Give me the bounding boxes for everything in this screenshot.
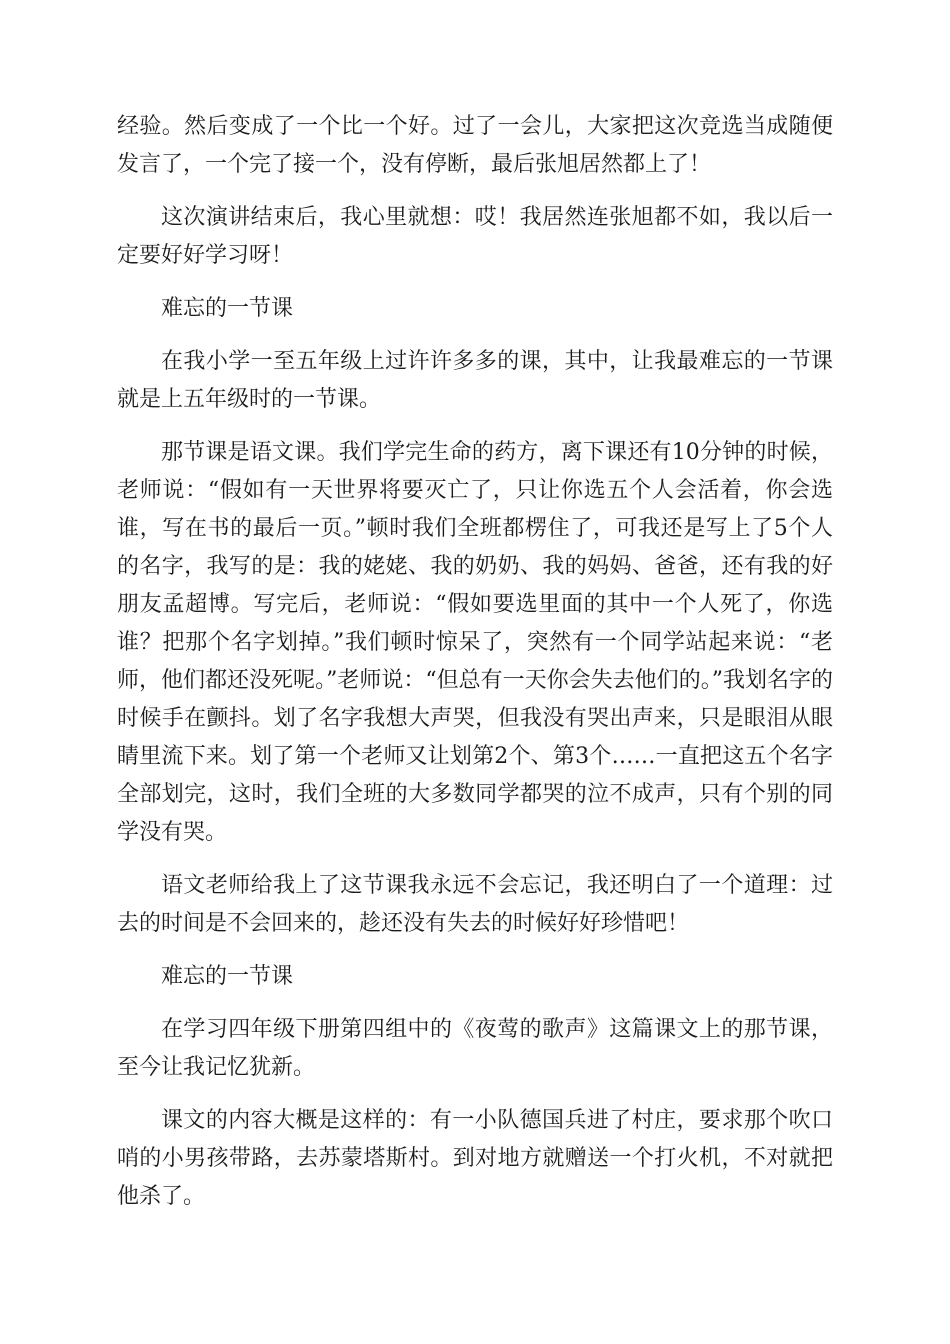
document-body [117, 108, 833, 1231]
paragraph-5: 语文老师给我上了这节课我永远不会忘记，我还明白了一个道理：过去的时间是不会回来的，趁还没有失去的时候好好珍惜吧！ [117, 873, 833, 936]
section-heading-2: 难忘的一节课 [161, 964, 294, 989]
paragraph-7: 课文的内容大概是这样的：有一小队德国兵进了村庄，要求那个吹口哨的小男孩带路，去苏蒙塔斯村。到对地方就赠送一个打火机，不对就把他杀了。 [117, 1108, 833, 1209]
paragraph-2: 这次演讲结束后，我心里就想：哎！我居然连张旭都不如，我以后一定要好好学习呀！ [117, 205, 833, 268]
paragraph-3: 在我小学一至五年级上过许许多多的课，其中，让我最难忘的一节课就是上五年级时的一节课。 [117, 349, 833, 412]
paragraph-4: 那节课是语文课。我们学完生命的药方，离下课还有10分钟的时候，老师说：“假如有一天世界将要灭亡了，只让你选五个人会活着，你会选谁，写在书的最后一页。”顿时我们全班都楞住了，可我还是写上了5个人的名字，我写的是：我的姥姥、我的奶奶、我的妈妈、爸爸，还有我的好朋友孟超博。写完后，老师说：“假如要选里面的其中一个人死了，你选谁？把那个名字划掉。”我们顿时惊呆了，突然有一个同学站起来说：“老师，他们都还没死呢。”老师说：“但总有一天你会失去他们的。”我划名字的时候手在颤抖。划了名字我想大声哭，但我没有哭出声来，只是眼泪从眼睛里流下来。划了第一个老师又让划第2个、第3个……一直把这五个名字全部划完，这时，我们全班的大多数同学都哭的泣不成声，只有个别的同学没有哭。 [117, 440, 833, 845]
section-heading-1: 难忘的一节课 [161, 296, 294, 321]
paragraph-6: 在学习四年级下册第四组中的《夜莺的歌声》这篇课文上的那节课，至今让我记忆犹新。 [117, 1017, 833, 1080]
paragraph-1: 经验。然后变成了一个比一个好。过了一会儿，大家把这次竞选当成随便发言了，一个完了接一个，没有停断，最后张旭居然都上了！ [117, 114, 833, 177]
